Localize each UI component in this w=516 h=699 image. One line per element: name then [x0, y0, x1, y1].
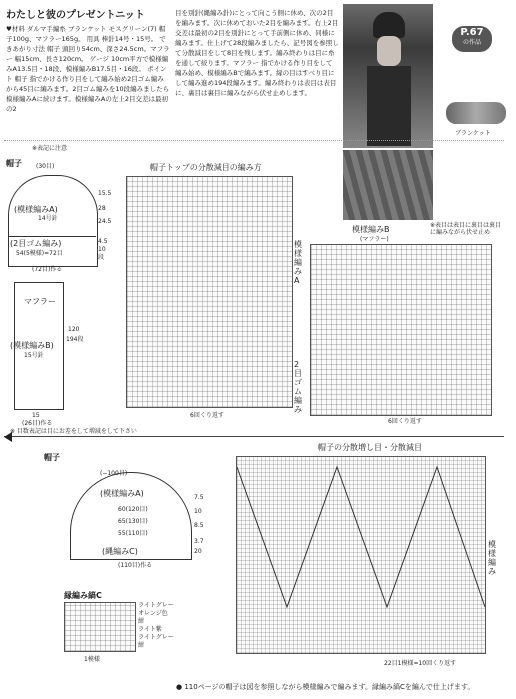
scarf-rows: 194段	[66, 336, 84, 343]
hat2-count-c: 55(110目)	[118, 530, 148, 537]
hat-dim-unit: 段	[98, 254, 105, 261]
divider	[4, 140, 504, 141]
pattern-b-title: 模様編みB	[352, 225, 390, 234]
instructions-col-2: 目を別針(縄編み針)にとって向こう側に休め、次の2目を編みます。次に休めておいた2目を編みます。右上2目交差は最初の2目を別針にとって手前側に休め、同様に編みます。仕上げて28段編みましたら、記号図を参照して分散減目をして8目を残します。編み終わりは目に糸を通して絞ります。マフラー 指でかける作り目をして編み始め、模様編みBで編みます。縁の目はすべり目にして編み進め194段編みます。編み終わりは表目は表目に、裏目は裏目に編みながら伏せ止めします。	[175, 9, 339, 97]
stitch-chart-repeat: 22目1模様=10回くり返す	[384, 660, 457, 667]
hat-top-chart-side-label: 模様編みA	[294, 240, 302, 285]
pattern-b-sub: (マフラー)	[360, 236, 389, 243]
stitch-chart-title: 帽子の分散増し目・分散減目	[318, 443, 422, 452]
hat2-title: 帽子	[44, 453, 60, 462]
badge-sub: の作品	[462, 39, 481, 46]
hat-bottom-width: (72目)作る	[32, 266, 63, 273]
hat-dim-5: 10	[98, 246, 106, 253]
hat2-count-b: 65(130目)	[118, 518, 148, 525]
hat-top-chart-repeat: 6回くり返す	[190, 412, 224, 419]
edge-legend-6: 紺	[138, 642, 145, 649]
face-image	[377, 36, 401, 66]
hat2-decrease-count: (−100目)	[100, 470, 128, 477]
scarf-title: マフラー	[24, 297, 56, 306]
yarn-swatch	[446, 102, 506, 124]
hat-pattern-a-label: (模様編みA)	[14, 205, 58, 214]
hat2-cast-on: (110目)作る	[118, 562, 153, 569]
knit-hat-image	[373, 12, 405, 38]
hat-top-count: (30目)	[36, 163, 55, 170]
cable-closeup-photo	[343, 150, 433, 220]
hat-top-chart-rib-label: 2目ゴム編み	[294, 360, 302, 414]
edge-pattern-grid	[64, 602, 136, 652]
hat-needle-size: 14号針	[38, 215, 58, 222]
hat2-dim-1: 7.5	[194, 494, 204, 501]
hat-note: ※表記に注意	[32, 145, 68, 152]
stitch-chart-grid	[236, 456, 486, 654]
pattern-b-grid	[310, 244, 492, 416]
edge-legend-1: ライトグレー	[138, 602, 174, 609]
badge-number: P.67	[460, 27, 484, 38]
hat2-dim-2: 10	[194, 508, 202, 515]
swatch-label: ブランケット	[455, 130, 491, 137]
arrow-left-icon	[4, 432, 12, 442]
scarf-needle-size: 15号針	[24, 352, 44, 359]
edge-pattern-title: 縁編み縞C	[64, 591, 102, 600]
stitch-chart-side-label: 模様編み	[488, 540, 496, 576]
pattern-b-note: ※表目は表目に裏目は裏目に編みながら伏せ止め	[430, 222, 502, 236]
hat-dim-1: 15.5	[98, 190, 112, 197]
hat-rib-count: 54(5模様)=72目	[16, 250, 63, 257]
chart-note: ※ 目数表記は目にお差をして増減をして下さい	[10, 428, 137, 435]
edge-legend-2: オレンジ色	[138, 610, 168, 617]
section-divider	[4, 436, 504, 437]
hat-schematic-title: 帽子	[6, 159, 22, 168]
hat-top-chart-title: 帽子トップの分散減目の編み方	[150, 163, 262, 172]
scarf-width: 15	[32, 412, 40, 419]
scarf-length: 120	[68, 326, 80, 333]
instructions-col-1: ♥材料 ダルマ手編糸 ブランケット モスグリーン(7) 帽子100g、マフラー165g。 用具 棒針14号・15号。 できあがり寸法 帽子 頭回り54cm、深さ24.5cm。マフラー 幅15cm、長さ120cm。 ゲージ 10cm平方で模様編みA13.5目・18段、模様編みB17.5目・16段。 ポイント 帽子 指でかける作り目をして編み始め2目ゴム編みから45目に編みます。2目ゴム編みを10段編みましたら模様編みAに続けます。模様編みAの左上2目交差は最初の2	[6, 25, 170, 113]
edge-legend-4: ライト紫	[138, 626, 162, 633]
hat2-pattern-a-label: (模様編みA)	[100, 489, 144, 498]
edge-repeat-label: 1模様	[84, 656, 100, 663]
scarf-image	[367, 66, 411, 146]
hat-rib-label: (2目ゴム編み)	[10, 239, 62, 248]
hat-dim-4: 4.5	[98, 238, 108, 245]
edge-legend-5: ライトグレー	[138, 634, 174, 641]
hat2-dim-5: 20	[194, 548, 202, 555]
stitch-chart-zigzag	[237, 457, 485, 653]
page-title: わたしと彼のプレゼントニット	[6, 10, 145, 21]
edge-legend-3: 紺	[138, 618, 145, 625]
hat-dim-3: 24.5	[98, 218, 112, 225]
hat2-count-a: 60(120目)	[118, 506, 148, 513]
hat2-dim-3: 8.5	[194, 522, 204, 529]
pattern-b-repeat: 6回くり返す	[388, 418, 422, 425]
footer-note: ● 110ページの帽子は図を参照しながら模様編みで編みます。縁編み縞Cを編んで仕上げます。	[176, 683, 475, 691]
scarf-pattern-b-label: (模様編みB)	[10, 341, 54, 350]
hat2-pattern-c-label: (縄編みC)	[102, 547, 138, 556]
model-photo	[343, 4, 433, 148]
hat2-dim-4: 3.7	[194, 538, 204, 545]
page-badge	[452, 26, 492, 52]
hat-dim-2: 28	[98, 205, 106, 212]
hat-top-chart-grid	[126, 176, 293, 408]
scarf-cast-on: (26目)作る	[22, 420, 53, 427]
